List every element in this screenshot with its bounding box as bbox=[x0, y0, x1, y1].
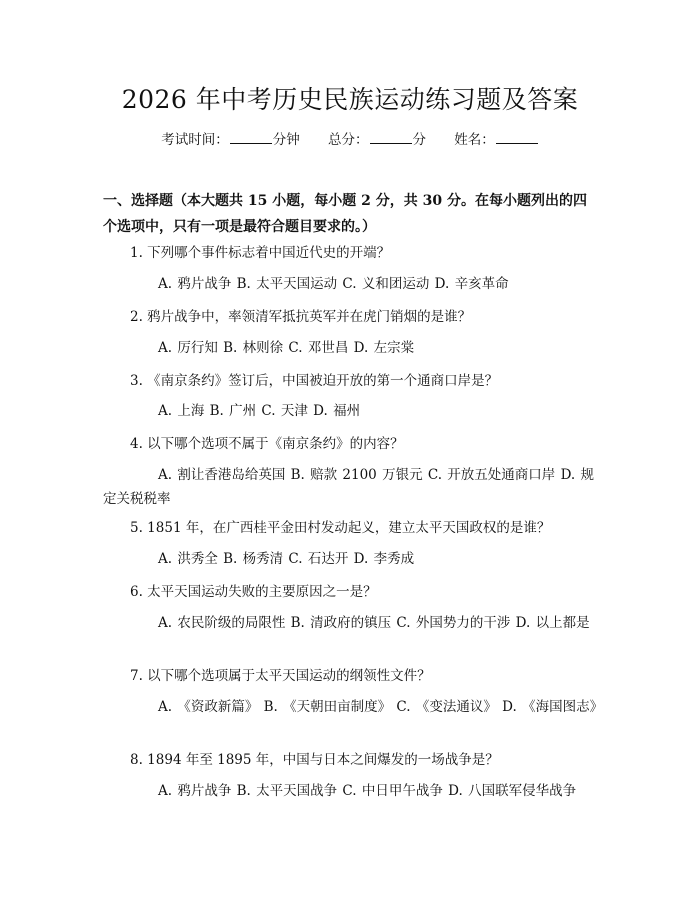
question-4-options: A. 割让香港岛给英国 B. 赔款 2100 万银元 C. 开放五处通商口岸 D. 规定关税税率 bbox=[103, 467, 595, 507]
question-5-options: A. 洪秀全 B. 杨秀清 C. 石达开 D. 李秀成 bbox=[158, 551, 415, 567]
question-1: 1. 下列哪个事件标志着中国近代史的开端？ bbox=[130, 245, 391, 261]
question-2-options: A. 厉行知 B. 林则徐 C. 邓世昌 D. 左宗棠 bbox=[158, 340, 415, 356]
exam-info-line bbox=[0, 130, 700, 150]
question-8-options: A. 鸦片战争 B. 太平天国战争 C. 中日甲午战争 D. 八国联军侵华战争 bbox=[158, 783, 577, 799]
time-unit: 分钟 bbox=[272, 132, 300, 148]
exam-time-field bbox=[161, 130, 300, 150]
question-4: 4. 以下哪个选项不属于《南京条约》的内容？ bbox=[130, 436, 404, 452]
page-title: 2026 年中考历史民族运动练习题及答案 bbox=[121, 85, 579, 114]
score-blank bbox=[370, 131, 412, 144]
question-3-options: A. 上海 B. 广州 C. 天津 D. 福州 bbox=[158, 403, 361, 419]
score-label: 总分： bbox=[328, 132, 369, 148]
question-3: 3. 《南京条约》签订后，中国被迫开放的第一个通商口岸是？ bbox=[130, 373, 499, 389]
question-2: 2. 鸦片战争中，率领清军抵抗英军并在虎门销烟的是谁？ bbox=[130, 309, 472, 325]
student-name-field bbox=[454, 130, 539, 150]
name-label: 姓名： bbox=[454, 132, 495, 148]
question-7: 7. 以下哪个选项属于太平天国运动的纲领性文件？ bbox=[130, 668, 431, 684]
question-7-options: A. 《资政新篇》 B. 《天朝田亩制度》 C. 《变法通议》 D. 《海国图志》 bbox=[158, 699, 604, 715]
time-blank bbox=[230, 131, 272, 144]
name-blank bbox=[496, 131, 538, 144]
score-unit: 分 bbox=[412, 132, 426, 148]
question-8: 8. 1894 年至 1895 年，中国与日本之间爆发的一场战争是？ bbox=[130, 752, 499, 768]
time-label: 考试时间： bbox=[161, 132, 229, 148]
question-5: 5. 1851 年，在广西桂平金田村发动起义，建立太平天国政权的是谁？ bbox=[130, 520, 551, 536]
total-score-field bbox=[328, 130, 426, 150]
question-6-options: A. 农民阶级的局限性 B. 清政府的镇压 C. 外国势力的干涉 D. 以上都是 bbox=[158, 615, 590, 631]
question-6: 6. 太平天国运动失败的主要原因之一是？ bbox=[130, 584, 377, 600]
section-heading: 一、选择题（本大题共 15 小题，每小题 2 分，共 30 分。在每小题列出的四个选项中，只有一项是最符合题目要求的。） bbox=[103, 193, 587, 235]
question-1-options: A. 鸦片战争 B. 太平天国运动 C. 义和团运动 D. 辛亥革命 bbox=[158, 276, 509, 292]
